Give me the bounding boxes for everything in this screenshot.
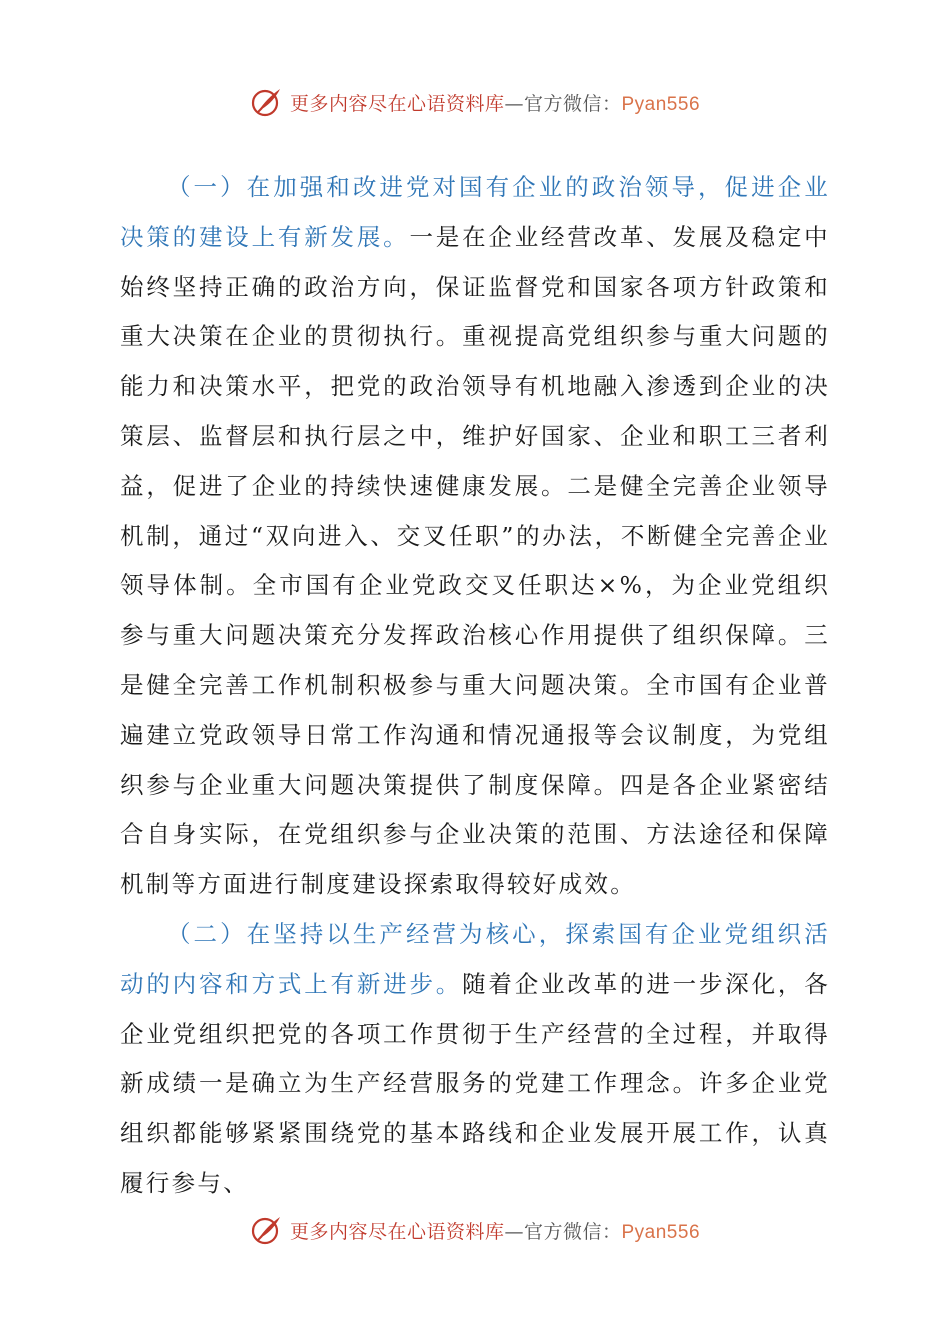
banner-wechat-id: Pyan556 xyxy=(621,93,701,115)
header-banner xyxy=(0,82,950,122)
banner-title: 更多内容尽在心语资料库 xyxy=(289,92,505,115)
section-heading-1: （一）在加强和改进党对国有企业的政治领导，促进企业决策的建设上有新发展。 xyxy=(120,173,830,251)
banner-wechat-label: —官方微信： xyxy=(504,1220,622,1243)
quill-logo-icon xyxy=(250,1213,284,1247)
banner-wechat-label: —官方微信： xyxy=(504,92,622,115)
paragraph-1-body: 一是在企业经营改革、发展及稳定中始终坚持正确的政治方向，保证监督党和国家各项方针政策和重大决策在企业的贯彻执行。重视提高党组织参与重大问题的能力和决策水平，把党的政治领导有机地融入渗透到企业的决策层、监督层和执行层之中，维护好国家、企业和职工三者利益，促进了企业的持续快速健康发展。二是健全完善企业领导机制，通过“双向进入、交叉任职”的办法，不断健全完善企业领导体制。全市国有企业党政交叉任职达×%，为企业党组织参与重大问题决策充分发挥政治核心作用提供了组织保障。三是健全完善工作机制积极参与重大问题决策。全市国有企业普遍建立党政领导日常工作沟通和情况通报等会议制度，为党组织参与企业重大问题决策提供了制度保障。四是各企业紧密结合自身实际，在党组织参与企业决策的范围、方法途径和保障机制等方面进行制度建设探索取得较好成效。 xyxy=(120,222,830,899)
footer-banner xyxy=(0,1210,950,1250)
document-body xyxy=(120,163,830,1209)
banner-wechat-id: Pyan556 xyxy=(621,1221,701,1243)
section-heading-2: （二）在坚持以生产经营为核心，探索国有企业党组织活动的内容和方式上有新进步。 xyxy=(120,919,830,998)
paragraph-1 xyxy=(120,163,830,910)
paragraph-2 xyxy=(120,910,830,1209)
banner-title: 更多内容尽在心语资料库 xyxy=(289,1220,505,1243)
banner-text xyxy=(290,89,700,116)
quill-logo-icon xyxy=(250,85,284,119)
paragraph-2-body: 随着企业改革的进一步深化，各企业党组织把党的各项工作贯彻于生产经营的全过程，并取得新成绩一是确立为生产经营服务的党建工作理念。许多企业党组织都能够紧紧围绕党的基本路线和企业发展开展工作，认真履行参与、 xyxy=(120,969,831,1197)
banner-text xyxy=(290,1217,700,1244)
